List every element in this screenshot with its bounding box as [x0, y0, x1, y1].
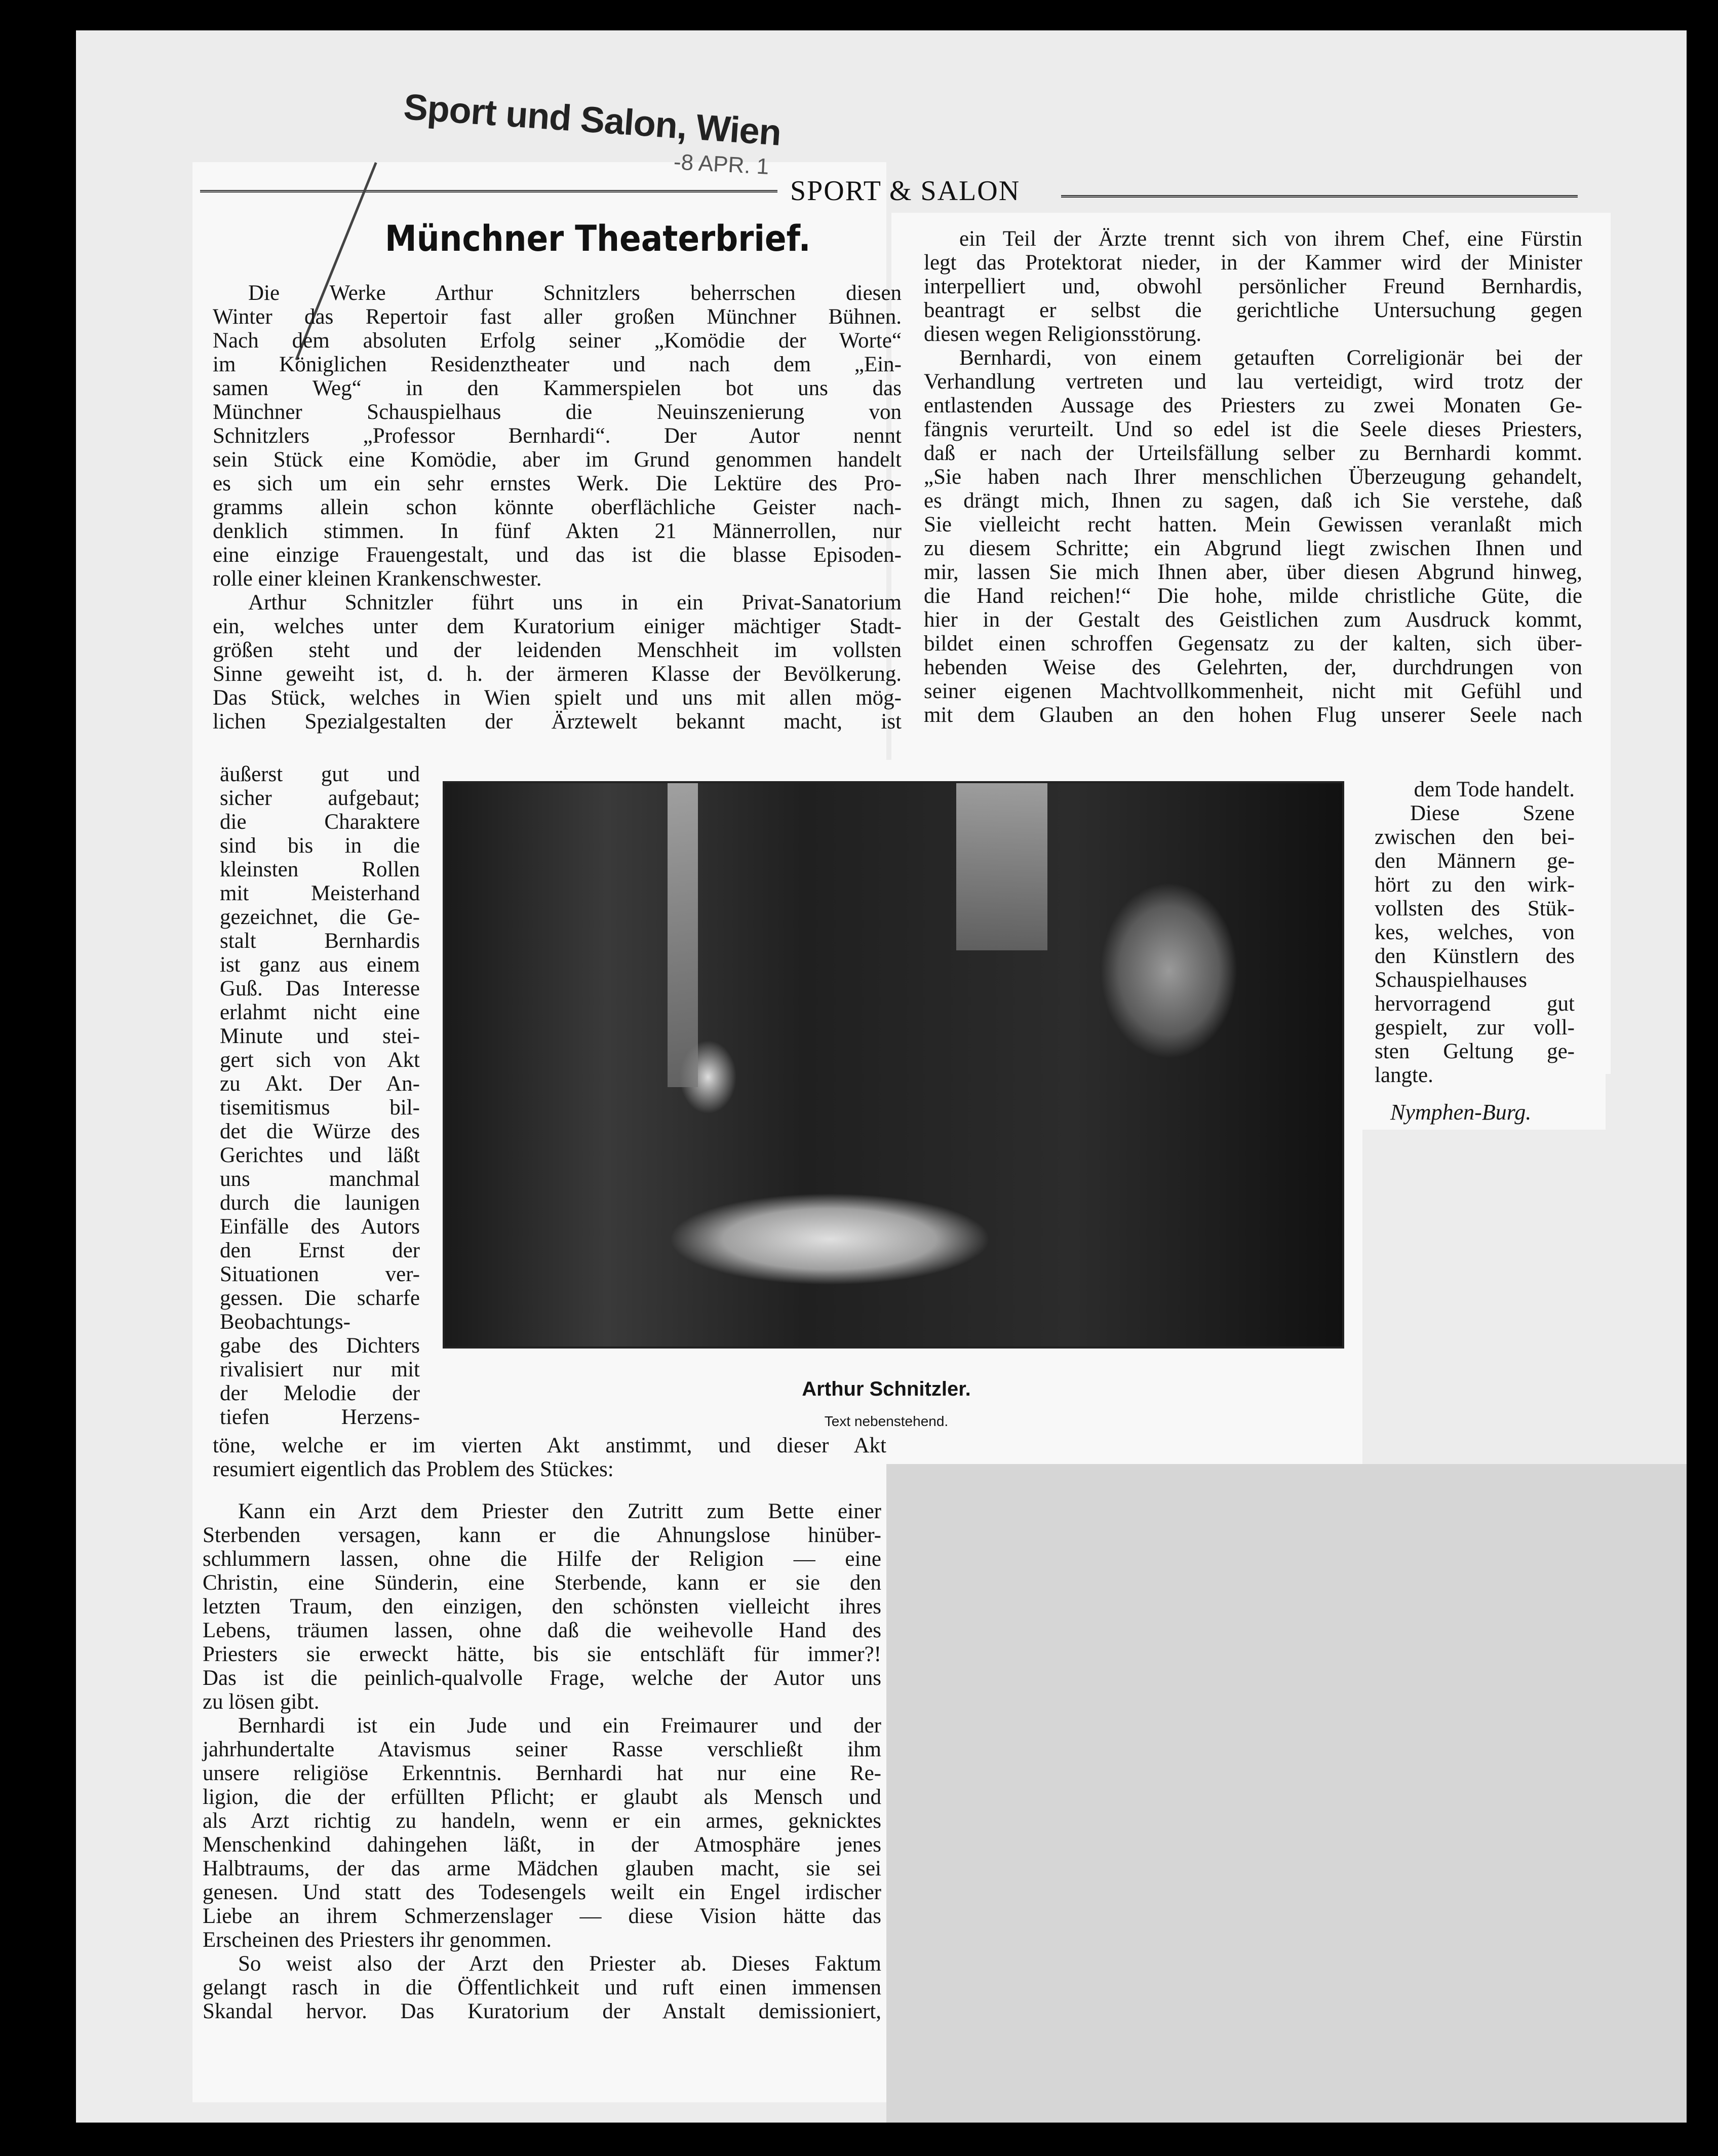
- text-line: Liebe an ihrem Schmerzenslager — diese Vision hätte das: [203, 1904, 881, 1928]
- text-line: Schnitzlers „Professor Bernhardi“. Der Autor nennt: [213, 424, 902, 448]
- text-line: es sich um ein sehr ernstes Werk. Die Lektüre des Pro-: [213, 472, 902, 495]
- article-column-left-mid: [213, 1434, 886, 1481]
- text-line: lichen Spezialgestalten der Ärztewelt bekannt macht, ist: [213, 710, 902, 734]
- text-line: bildet einen schroffen Gegensatz zu der kalten, sich über-: [924, 632, 1582, 656]
- text-line: hier in der Gestalt des Geistlichen zum Ausdruck kommt,: [924, 608, 1582, 632]
- text-line: legt das Protektorat nieder, in der Kammer wird der Minister: [924, 251, 1582, 275]
- text-line: größen steht und der leidenden Menschheit im vollsten: [213, 638, 902, 662]
- text-line: genesen. Und statt des Todesengels weilt ein Engel irdischer: [203, 1880, 881, 1904]
- text-line: tiefen Herzens-: [220, 1405, 420, 1429]
- text-line: Beobachtungs-: [220, 1310, 350, 1334]
- text-line: mit dem Glauben an den hohen Flug unserer Seele nach: [924, 703, 1582, 727]
- text-line: die Charaktere: [220, 810, 420, 834]
- text-line: beantragt er selbst die gerichtliche Untersuchung gegen: [924, 298, 1582, 322]
- text-line: Die Werke Arthur Schnitzlers beherrschen diesen: [248, 281, 902, 305]
- text-line: So weist also der Arzt den Priester ab. Dieses Faktum: [238, 1952, 881, 1976]
- text-line: langte.: [1375, 1063, 1433, 1087]
- text-line: Gerichtes und läßt: [220, 1143, 420, 1167]
- text-line: Minute und stei-: [220, 1024, 420, 1048]
- text-line: sten Geltung ge-: [1375, 1040, 1575, 1063]
- text-line: töne, welche er im vierten Akt anstimmt, und dieser Akt: [213, 1434, 886, 1457]
- article-column-left-bottom: [203, 1499, 881, 2023]
- text-line: erlahmt nicht eine: [220, 1000, 420, 1024]
- text-line: Situationen ver-: [220, 1262, 420, 1286]
- text-line: letzten Traum, den einzigen, den schönsten vielleicht ihres: [203, 1595, 881, 1619]
- text-line: unsere religiöse Erkenntnis. Bernhardi hat nur eine Re-: [203, 1761, 881, 1785]
- text-line: sein Stück eine Komödie, aber im Grund genommen handelt: [213, 448, 902, 472]
- text-line: denklich stimmen. In fünf Akten 21 Männerrollen, nur: [213, 519, 902, 543]
- text-line: dem Tode handelt.: [1414, 778, 1575, 801]
- text-line: Verhandlung vertreten und lau verteidigt, wird trotz der: [924, 370, 1582, 394]
- article-title: Münchner Theaterbrief.: [385, 218, 811, 259]
- text-line: samen Weg“ in den Kammerspielen bot uns das: [213, 376, 902, 400]
- text-line: kleinsten Rollen: [220, 858, 420, 881]
- text-line: Das ist die peinlich-qualvolle Frage, welche der Autor uns: [203, 1666, 881, 1690]
- text-line: Arthur Schnitzler führt uns in ein Privat-Sanatorium: [248, 591, 902, 614]
- text-line: gert sich von Akt: [220, 1048, 420, 1072]
- text-line: den Ernst der: [220, 1239, 420, 1262]
- text-line: zu lösen gibt.: [203, 1690, 320, 1714]
- text-line: Erscheinen des Priesters ihr genommen.: [203, 1928, 552, 1952]
- source-stamp: Sport und Salon, Wien: [402, 86, 783, 153]
- text-line: durch die launigen: [220, 1191, 420, 1215]
- masthead: SPORT & SALON: [790, 175, 1021, 207]
- text-line: gespielt, zur voll-: [1375, 1016, 1575, 1040]
- text-line: tisemitismus bil-: [220, 1096, 420, 1120]
- text-line: „Sie haben nach Ihrer menschlichen Überzeugung gehandelt,: [924, 465, 1582, 489]
- text-line: det die Würze des: [220, 1120, 420, 1143]
- text-line: der Melodie der: [220, 1381, 420, 1405]
- backing-paper: [886, 1464, 1687, 2123]
- text-line: stalt Bernhardis: [220, 929, 420, 953]
- text-line: mir, lassen Sie mich Ihnen aber, über diesen Abgrund hinweg,: [924, 560, 1582, 584]
- photo-curtain: [956, 783, 1047, 950]
- text-line: hervorragend gut: [1375, 992, 1575, 1016]
- portrait-photo: [443, 781, 1344, 1349]
- text-line: entlastenden Aussage des Priesters zu zwei Monaten Ge-: [924, 394, 1582, 417]
- article-column-left-top: [213, 281, 902, 734]
- photo-caption: Arthur Schnitzler.: [802, 1378, 971, 1400]
- text-line: Priesters sie erweckt hätte, bis sie entschläft für immer?!: [203, 1642, 881, 1666]
- text-line: Halbtraums, der das arme Mädchen glauben macht, sie sei: [203, 1857, 881, 1880]
- text-line: fängnis verurteilt. Und so edel ist die Seele dieses Priesters,: [924, 417, 1582, 441]
- text-line: den Männern ge-: [1375, 849, 1575, 873]
- text-line: Das Stück, welches in Wien spielt und uns mit allen mög-: [213, 686, 902, 710]
- text-line: uns manchmal: [220, 1167, 420, 1191]
- text-line: die Hand reichen!“ Die hohe, milde christliche Güte, die: [924, 584, 1582, 608]
- text-line: schlummern lassen, ohne die Hilfe der Religion — eine: [203, 1547, 881, 1571]
- text-line: als Arzt richtig zu handeln, wenn er ein armes, geknicktes: [203, 1809, 881, 1833]
- text-line: resumiert eigentlich das Problem des Stückes:: [213, 1457, 614, 1481]
- date-stamp: -8 APR. 1: [673, 149, 770, 179]
- text-line: Sterbenden versagen, kann er die Ahnungslose hinüber-: [203, 1523, 881, 1547]
- text-line: im Königlichen Residenztheater und nach dem „Ein-: [213, 353, 902, 376]
- text-line: Sinne geweiht ist, d. h. der ärmeren Klasse der Bevölkerung.: [213, 662, 902, 686]
- text-line: ist ganz aus einem: [220, 953, 420, 977]
- text-line: vollsten des Stük-: [1375, 897, 1575, 920]
- text-line: zu Akt. Der An-: [220, 1072, 420, 1096]
- text-line: gabe des Dichters: [220, 1334, 420, 1358]
- text-line: jahrhundertalte Atavismus seiner Rasse verschließt ihm: [203, 1738, 881, 1761]
- ornamental-rule-left: [200, 190, 777, 192]
- article-column-narrow-right: [1375, 778, 1575, 1087]
- text-line: gezeichnet, die Ge-: [220, 905, 420, 929]
- text-line: Lebens, träumen lassen, ohne daß die weihevolle Hand des: [203, 1619, 881, 1642]
- text-line: zwischen den bei-: [1375, 825, 1575, 849]
- text-line: Diese Szene: [1410, 801, 1575, 825]
- text-line: Winter das Repertoir fast aller großen Münchner Bühnen.: [213, 305, 902, 329]
- text-line: ein Teil der Ärzte trennt sich von ihrem Chef, eine Fürstin: [959, 227, 1582, 251]
- author-signature: Nymphen-Burg.: [1390, 1100, 1532, 1125]
- text-line: hebenden Weise des Gelehrten, der, durchdrungen von: [924, 656, 1582, 679]
- text-line: rolle einer kleinen Krankenschwester.: [213, 567, 542, 591]
- text-line: Guß. Das Interesse: [220, 977, 420, 1000]
- text-line: den Künstlern des: [1375, 944, 1575, 968]
- photo-subcaption: Text nebenstehend.: [824, 1413, 949, 1429]
- article-column-right-top: [924, 227, 1582, 727]
- text-line: Sie vielleicht recht hatten. Mein Gewissen veranlaßt mich: [924, 513, 1582, 536]
- text-line: gessen. Die scharfe: [220, 1286, 420, 1310]
- article-column-narrow-left: [220, 762, 420, 1429]
- text-line: mit Meisterhand: [220, 881, 420, 905]
- text-line: rivalisiert nur mit: [220, 1358, 420, 1381]
- text-line: hört zu den wirk-: [1375, 873, 1575, 897]
- text-line: kes, welches, von: [1375, 920, 1575, 944]
- photo-curtain: [668, 783, 698, 1087]
- text-line: Schauspielhauses: [1375, 968, 1527, 992]
- text-line: seiner eigenen Machtvollkommenheit, nicht mit Gefühl und: [924, 679, 1582, 703]
- text-line: Münchner Schauspielhaus die Neuinszenierung von: [213, 400, 902, 424]
- text-line: interpelliert und, obwohl persönlicher Freund Bernhardis,: [924, 275, 1582, 298]
- text-line: zu diesem Schritte; ein Abgrund liegt zwischen Ihnen und: [924, 536, 1582, 560]
- ornamental-rule-right: [1061, 195, 1578, 198]
- text-line: Nach dem absoluten Erfolg seiner „Komödie der Worte“: [213, 329, 902, 353]
- text-line: Menschenkind dahingehen läßt, in der Atmosphäre jenes: [203, 1833, 881, 1857]
- text-line: ein, welches unter dem Kuratorium einiger mächtiger Stadt-: [213, 614, 902, 638]
- text-line: Skandal hervor. Das Kuratorium der Anstalt demissioniert,: [203, 1999, 881, 2023]
- text-line: daß er nach der Urteilsfällung selber zu Bernhardi kommt.: [924, 441, 1582, 465]
- text-line: Christin, eine Sünderin, eine Sterbende, kann er sie den: [203, 1571, 881, 1595]
- text-line: äußerst gut und: [220, 762, 420, 786]
- text-line: sind bis in die: [220, 834, 420, 858]
- text-line: Kann ein Arzt dem Priester den Zutritt zum Bette einer: [238, 1499, 881, 1523]
- text-line: gramms allein schon könnte oberflächliche Geister nach-: [213, 495, 902, 519]
- text-line: es drängt mich, Ihnen zu sagen, daß ich Sie verstehe, daß: [924, 489, 1582, 513]
- text-line: Einfälle des Autors: [220, 1215, 420, 1239]
- text-line: gelangt rasch in die Öffentlichkeit und ruft einen immensen: [203, 1976, 881, 1999]
- text-line: eine einzige Frauengestalt, und das ist die blasse Episoden-: [213, 543, 902, 567]
- text-line: diesen wegen Religionsstörung.: [924, 322, 1202, 346]
- text-line: sicher aufgebaut;: [220, 786, 420, 810]
- text-line: Bernhardi, von einem getauften Correligionär bei der: [959, 346, 1582, 370]
- text-line: ligion, die der erfüllten Pflicht; er glaubt als Mensch und: [203, 1785, 881, 1809]
- text-line: Bernhardi ist ein Jude und ein Freimaurer und der: [238, 1714, 881, 1738]
